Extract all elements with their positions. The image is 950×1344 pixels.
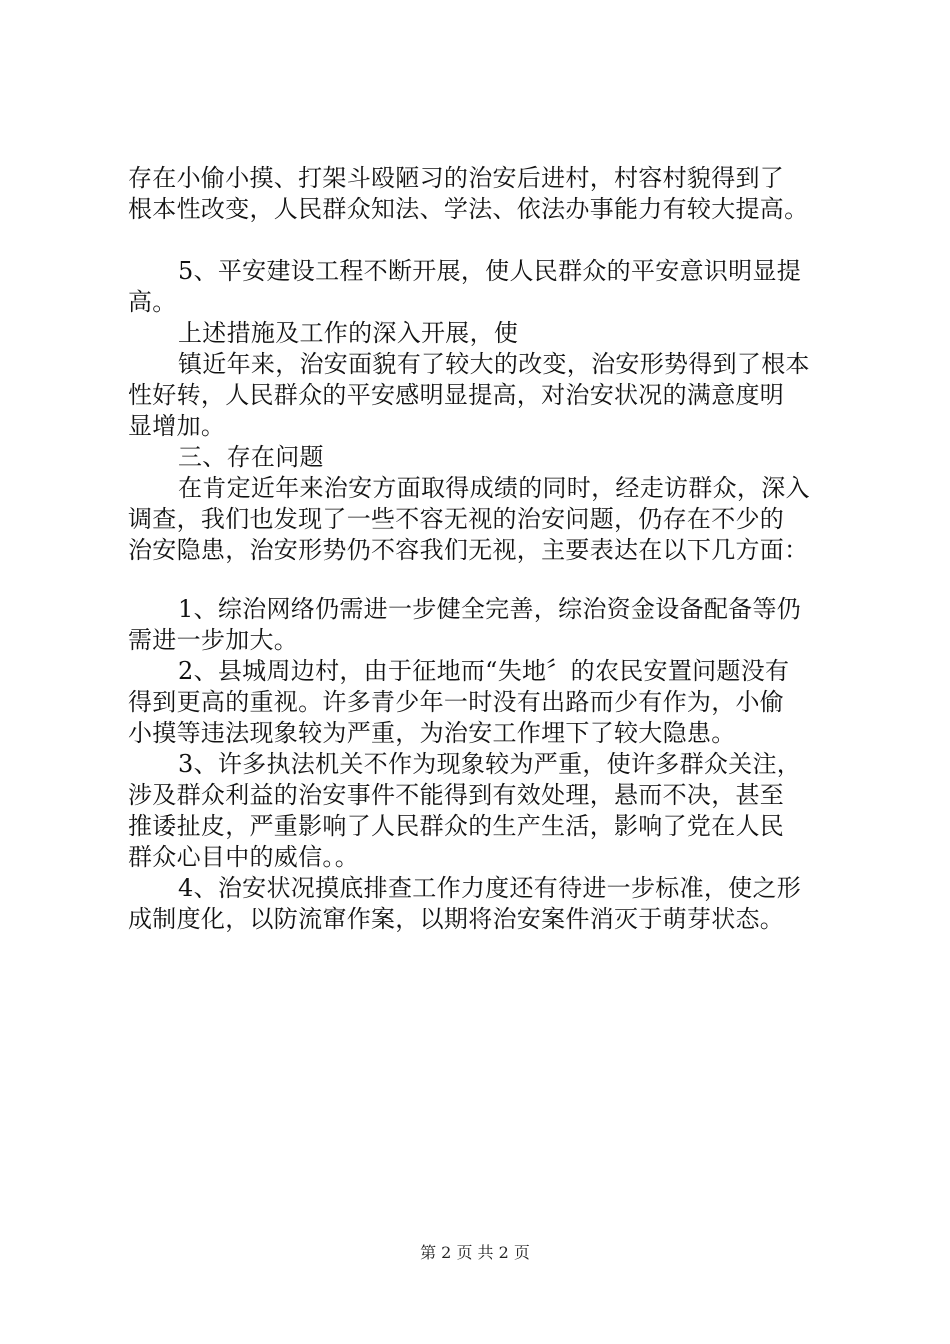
page-number: 第 2 页 共 2 页 — [420, 1243, 530, 1262]
paragraph-measures-intro — [128, 318, 848, 349]
text-line: 得到更高的重视。许多青少年一时没有出路而少有作为，小偷 — [128, 688, 785, 716]
section-heading-problems — [128, 442, 848, 473]
text-line: 镇近年来，治安面貌有了较大的改变，治安形势得到了根本 — [178, 350, 810, 378]
heading-line: 三、存在问题 — [178, 443, 324, 471]
text-line: 推诿扯皮，严重影响了人民群众的生产生活，影响了党在人民 — [128, 812, 785, 840]
text-line: 性好转，人民群众的平安感明显提高，对治安状况的满意度明 — [128, 381, 785, 409]
text-line: 高。 — [128, 288, 177, 316]
text-line: 群众心目中的威信。。 — [128, 843, 359, 871]
text-line: 1、综治网络仍需进一步健全完善，综治资金设备配备等仍 — [178, 595, 802, 623]
text-line: 5、平安建设工程不断开展，使人民群众的平安意识明显提 — [178, 257, 802, 285]
text-line: 在肯定近年来治安方面取得成绩的同时，经走访群众，深入 — [178, 474, 810, 502]
text-line: 3、许多执法机关不作为现象较为严重，使许多群众关注， — [178, 750, 802, 778]
document-body — [128, 163, 848, 935]
text-line: 涉及群众利益的治安事件不能得到有效处理，悬而不决，甚至 — [128, 781, 785, 809]
paragraph-village-improvement — [128, 163, 848, 225]
paragraph-problem-1 — [128, 594, 848, 656]
text-line: 存在小偷小摸、打架斗殴陋习的治安后进村，村容村貌得到了 — [128, 164, 785, 192]
text-line: 成制度化，以防流窜作案，以期将治安案件消灭于萌芽状态。 — [128, 905, 785, 933]
text-line: 4、治安状况摸底排查工作力度还有待进一步标准，使之形 — [178, 874, 802, 902]
text-line: 调查，我们也发现了一些不容无视的治安问题，仍存在不少的 — [128, 505, 785, 533]
text-line: 治安隐患，治安形势仍不容我们无视，主要表达在以下几方面： — [128, 536, 809, 564]
text-line: 需进一步加大。 — [128, 626, 299, 654]
paragraph-town-improvement — [128, 349, 848, 442]
paragraph-point-5 — [128, 256, 848, 318]
text-line: 小摸等违法现象较为严重，为治安工作埋下了较大隐患。 — [128, 719, 736, 747]
text-line: 上述措施及工作的深入开展，使 — [178, 319, 519, 347]
text-line: 根本性改变，人民群众知法、学法、依法办事能力有较大提高。 — [128, 195, 809, 223]
page-footer — [0, 1243, 950, 1263]
paragraph-problem-3 — [128, 749, 848, 873]
paragraph-problem-2 — [128, 656, 848, 749]
paragraph-problems-intro — [128, 473, 848, 566]
text-line: 2、县城周边村，由于征地而“失地〞的农民安置问题没有 — [178, 657, 790, 685]
paragraph-problem-4 — [128, 873, 848, 935]
text-line: 显增加。 — [128, 412, 226, 440]
